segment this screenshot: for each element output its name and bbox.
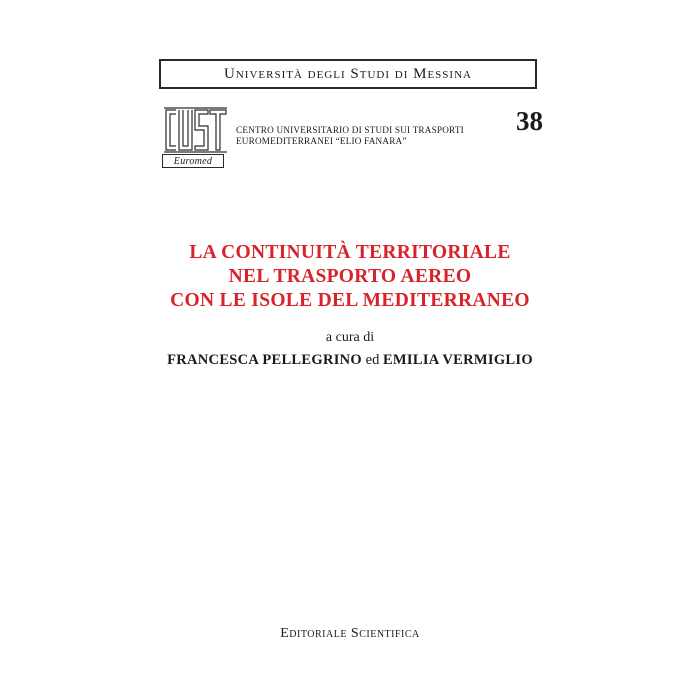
series-number: 38: [516, 106, 543, 136]
title-line-3: CON LE ISOLE DEL MEDITERRANEO: [170, 290, 530, 311]
publisher-name: Editoriale Scientifica: [280, 626, 420, 641]
editor-1: FRANCESCA PELLEGRINO: [167, 352, 363, 368]
centro-name: [236, 125, 526, 147]
logo-caption: Euromed: [162, 154, 224, 168]
curated-by-label: a cura di: [325, 330, 375, 345]
centro-line-1: CENTRO UNIVERSITARIO DI STUDI SUI TRASPORTI: [236, 125, 464, 135]
title-line-1: LA CONTINUITÀ TERRITORIALE: [189, 242, 511, 263]
editors-conjunction: ed: [365, 352, 383, 368]
university-name: Università degli Studi di Messina: [224, 65, 472, 82]
university-banner: [159, 59, 537, 89]
title-line-2: NEL TRASPORTO AEREO: [228, 266, 472, 287]
editor-2: EMILIA VERMIGLIO: [382, 352, 533, 368]
book-title: [120, 241, 580, 313]
editors-line: [120, 352, 580, 369]
centro-line-2: EUROMEDITERRANEI “ELIO FANARA”: [236, 136, 407, 146]
